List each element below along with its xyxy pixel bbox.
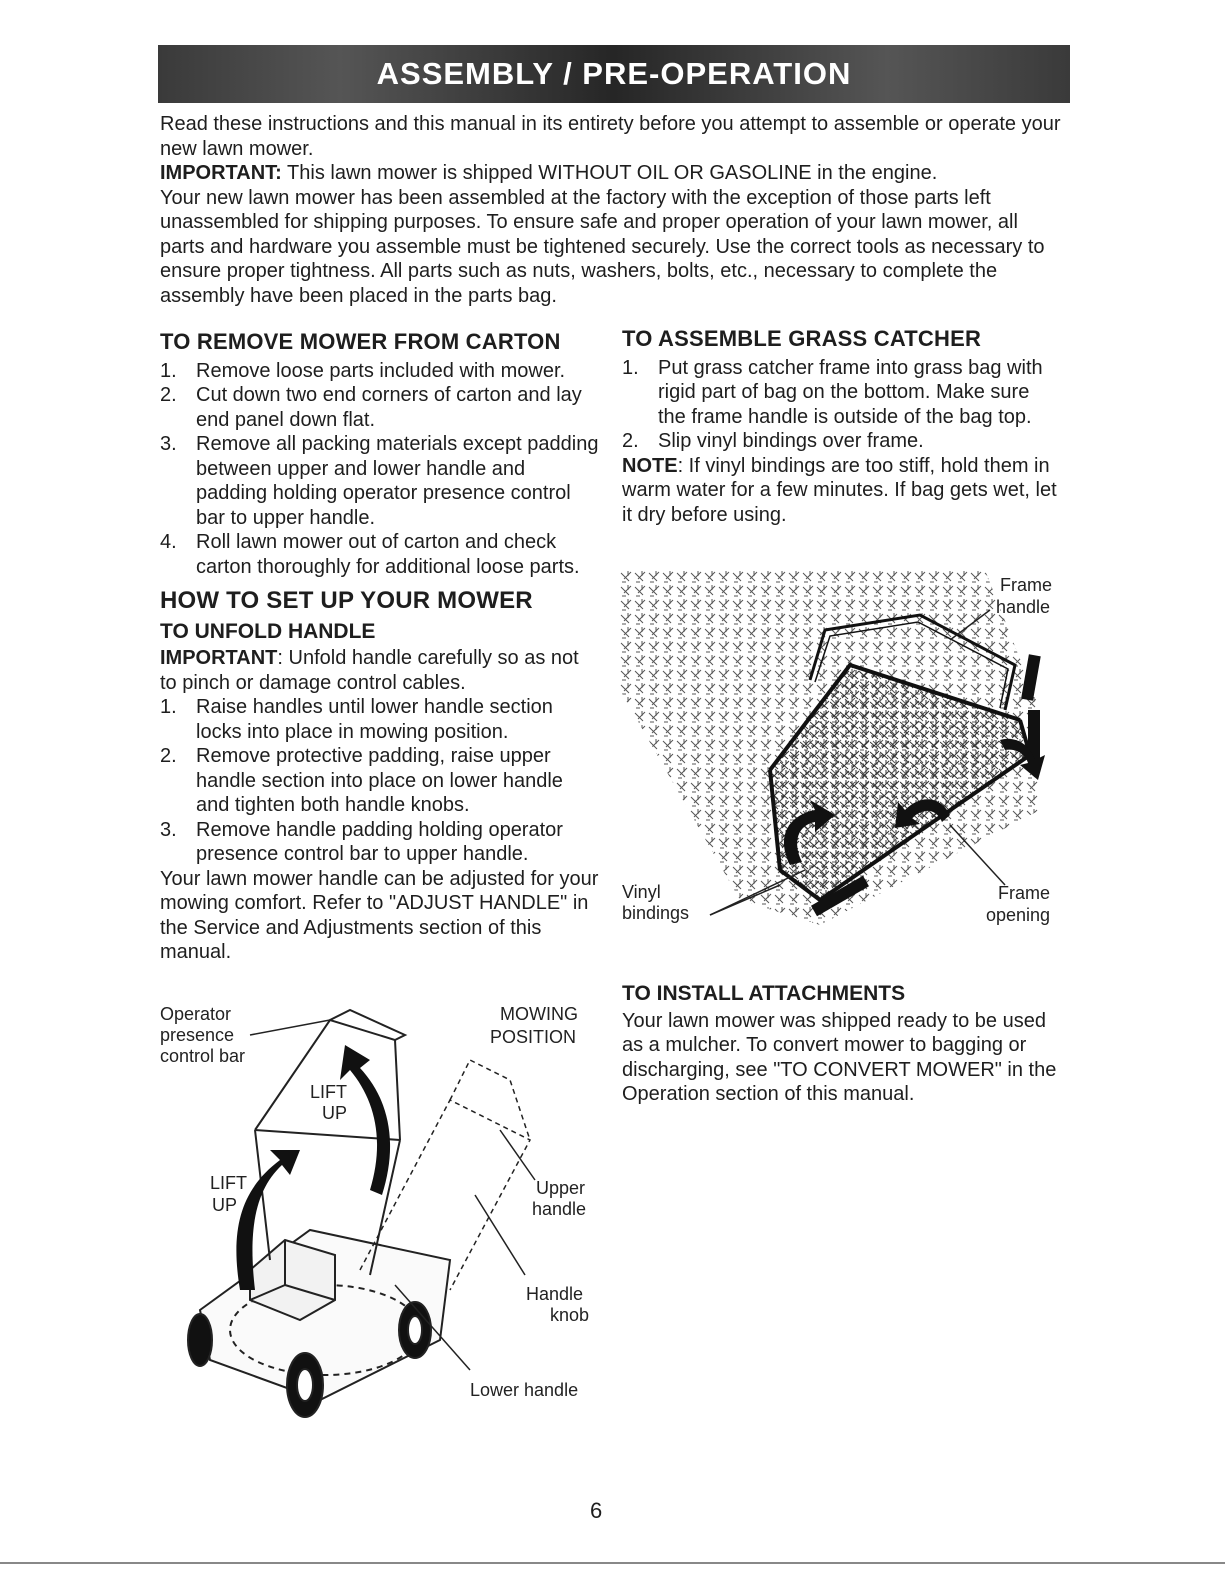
important-label: IMPORTANT:: [160, 162, 282, 184]
vinyl-bindings-line2: bindings: [622, 903, 690, 923]
intro-block: [160, 112, 1065, 308]
list-item: [160, 818, 600, 867]
operator-label-line2: presence: [160, 1025, 235, 1045]
list-item: [160, 695, 600, 744]
left-column: [160, 330, 600, 965]
unfold-important-text: : Unfold handle carefully so as not to pinch or damage control cables.: [160, 647, 579, 694]
frame-handle-line1: Frame: [1000, 575, 1053, 595]
step-text: Slip vinyl bindings over frame.: [658, 430, 924, 452]
step-text: Put grass catcher frame into grass bag with rigid part of bag on the bottom. Make sure the frame handle is outside of the bag top.: [658, 356, 1043, 428]
assembly-paragraph: Your new lawn mower has been assembled at the factory with the exception of those parts left unassembled for shipping purposes. To ensure safe and proper operation of your lawn mower, all parts and hardware you assemble must be tightened securely. Use the correct tools as necessary to ensure proper tightness. All parts such as nuts, washers, bolts, etc., necessary to complete the assembly have been placed in the parts bag.: [160, 186, 1045, 307]
step-number: 1.: [160, 696, 177, 718]
step-number: 4.: [160, 531, 177, 553]
handle-knob-line1: Handle: [526, 1284, 584, 1304]
step-number: 1.: [160, 359, 177, 382]
unfold-handle-steps: [160, 695, 600, 867]
grass-catcher-heading: TO ASSEMBLE GRASS CATCHER: [622, 326, 982, 351]
note-text: : If vinyl bindings are too stiff, hold them in warm water for a few minutes. If bag gets wet, let it dry before using.: [622, 454, 1057, 526]
list-item: [160, 359, 600, 384]
step-number: 2.: [160, 384, 177, 406]
lift-up-lower-line1: LIFT: [210, 1173, 248, 1193]
page-title: ASSEMBLY / PRE-OPERATION: [376, 56, 852, 91]
bottom-divider: [0, 1562, 1225, 1564]
step-number: 3.: [160, 433, 177, 455]
grass-bag-figure: [620, 570, 1065, 940]
list-item: [622, 356, 1062, 430]
upper-handle-line2: handle: [532, 1199, 587, 1219]
operator-label-line1: Operator: [160, 1004, 232, 1024]
list-item: [160, 432, 600, 530]
step-text: Raise handles until lower handle section locks into place in mowing position.: [196, 696, 553, 743]
vinyl-bindings-line1: Vinyl: [622, 882, 661, 902]
step-number: 3.: [160, 818, 177, 841]
note-label: NOTE: [622, 454, 678, 477]
lift-up-upper-line2: UP: [322, 1103, 348, 1123]
step-number: 2.: [622, 430, 639, 452]
step-text: Cut down two end corners of carton and lay end panel down flat.: [196, 384, 582, 431]
step-text: Remove loose parts included with mower.: [196, 359, 566, 382]
step-number: 2.: [160, 745, 177, 767]
list-item: [160, 744, 600, 818]
step-text: Remove handle padding holding operator presence control bar to upper handle.: [196, 818, 563, 865]
lift-up-upper-line1: LIFT: [310, 1082, 348, 1102]
attachments-heading: TO INSTALL ATTACHMENTS: [622, 982, 906, 1005]
mower-handle-figure: [160, 1000, 600, 1420]
lower-handle-label: Lower handle: [470, 1380, 579, 1400]
unfold-handle-heading: TO UNFOLD HANDLE: [160, 619, 376, 643]
grass-catcher-note: [622, 454, 1062, 528]
right-column: [622, 327, 1062, 527]
intro-paragraph: Read these instructions and this manual in its entirety before you attempt to assemble or operate your new lawn mower.: [160, 113, 1061, 160]
mowing-position-line2: POSITION: [490, 1027, 577, 1047]
important-text: This lawn mower is shipped WITHOUT OIL OR GASOLINE in the engine.: [281, 162, 938, 184]
unfold-important-label: IMPORTANT: [160, 647, 278, 669]
handle-adjust-note: Your lawn mower handle can be adjusted for your mowing comfort. Refer to "ADJUST HANDLE" in the Service and Adjustments section of this manual.: [160, 867, 599, 963]
list-item: [160, 383, 600, 432]
remove-carton-steps: [160, 359, 600, 580]
frame-handle-line2: handle: [996, 597, 1051, 617]
frame-opening-line1: Frame: [998, 883, 1051, 903]
handle-knob-line2: knob: [550, 1305, 590, 1325]
list-item: [160, 530, 600, 579]
step-number: 1.: [622, 356, 639, 379]
list-item: [622, 429, 1062, 454]
unfold-important: [160, 646, 600, 695]
step-text: Roll lawn mower out of carton and check carton thoroughly for additional loose parts.: [196, 531, 580, 578]
remove-carton-heading: TO REMOVE MOWER FROM CARTON: [160, 329, 561, 354]
grass-catcher-steps: [622, 356, 1062, 454]
lift-up-lower-line2: UP: [212, 1195, 238, 1215]
attachments-text: Your lawn mower was shipped ready to be used as a mulcher. To convert mower to bagging or discharging, see "TO CONVERT MOWER" in the Operation section of this manual.: [622, 1009, 1057, 1105]
operator-label-line3: control bar: [160, 1046, 246, 1066]
mowing-position-line1: MOWING: [500, 1004, 578, 1024]
frame-opening-line2: opening: [986, 905, 1051, 925]
attachments-section: [622, 982, 1062, 1107]
setup-heading: HOW TO SET UP YOUR MOWER: [160, 587, 533, 614]
page-number: 6: [590, 1498, 603, 1523]
step-text: Remove all packing materials except padding between upper and lower handle and padding holding operator presence control bar to upper handle.: [196, 433, 599, 529]
section-banner: [158, 45, 1070, 103]
important-paragraph: [160, 161, 1065, 186]
upper-handle-line1: Upper: [536, 1178, 586, 1198]
step-text: Remove protective padding, raise upper handle section into place on lower handle and tighten both handle knobs.: [196, 745, 563, 816]
